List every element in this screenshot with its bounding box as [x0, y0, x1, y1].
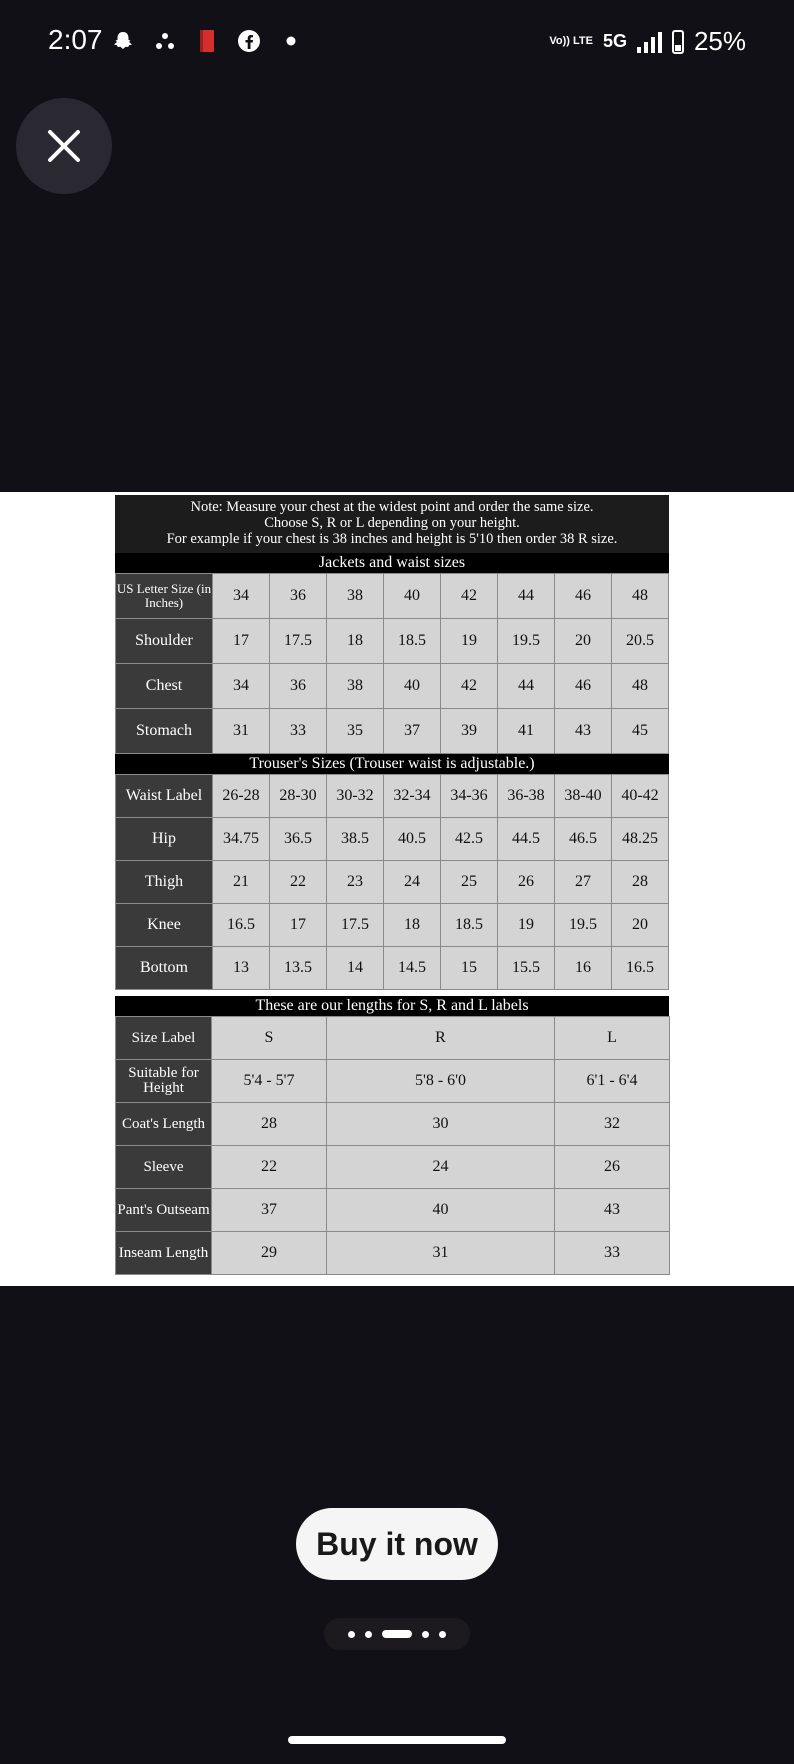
table-cell: 38.5: [327, 818, 384, 861]
table-cell: 46.5: [555, 818, 612, 861]
row-label: Coat's Length: [116, 1103, 212, 1146]
table-cell: 36: [270, 664, 327, 709]
table-cell: 44: [498, 574, 555, 619]
facebook-icon: [236, 28, 262, 54]
row-label: Stomach: [116, 709, 213, 754]
table-cell: 41: [498, 709, 555, 754]
table-cell: 42.5: [441, 818, 498, 861]
row-label: Pant's Outseam: [116, 1189, 212, 1232]
carousel-dot[interactable]: [422, 1631, 429, 1638]
status-time: 2:07: [48, 24, 103, 55]
table-cell: 13.5: [270, 947, 327, 990]
table-cell: 17.5: [327, 904, 384, 947]
jackets-table: [115, 573, 669, 754]
table-cell: 43: [555, 1189, 670, 1232]
table-cell: 31: [327, 1232, 555, 1275]
table-row: [116, 775, 669, 818]
table-row: [116, 1060, 670, 1103]
table-cell: 26: [498, 861, 555, 904]
table-cell: 48: [612, 664, 669, 709]
table-cell: 18: [384, 904, 441, 947]
note-line-1: Note: Measure your chest at the widest point and order the same size.: [190, 499, 594, 515]
table-cell: 24: [327, 1146, 555, 1189]
table-cell: 44.5: [498, 818, 555, 861]
table-cell: 27: [555, 861, 612, 904]
table-cell: 42: [441, 574, 498, 619]
table-cell: 46: [555, 574, 612, 619]
table-cell: 38: [327, 664, 384, 709]
carousel-dot[interactable]: [439, 1631, 446, 1638]
table-cell: 17: [213, 619, 270, 664]
table-cell: 38: [327, 574, 384, 619]
table-cell: 40.5: [384, 818, 441, 861]
table-cell: 18.5: [384, 619, 441, 664]
row-label: Bottom: [116, 947, 213, 990]
table-cell: 33: [555, 1232, 670, 1275]
row-label: Suitable for Height: [116, 1060, 212, 1103]
table-cell: R: [327, 1017, 555, 1060]
lengths-table: [115, 1016, 670, 1275]
table-cell: 42: [441, 664, 498, 709]
table-row: [116, 574, 669, 619]
table-cell: 46: [555, 664, 612, 709]
row-label: Size Label: [116, 1017, 212, 1060]
table-cell: 40-42: [612, 775, 669, 818]
table-cell: 34-36: [441, 775, 498, 818]
carousel-dot-active[interactable]: [382, 1630, 412, 1638]
home-gesture-bar[interactable]: [288, 1736, 506, 1744]
table-cell: 34: [213, 664, 270, 709]
table-cell: 29: [212, 1232, 327, 1275]
table-cell: 34: [213, 574, 270, 619]
app-triangle-icon: [152, 28, 178, 54]
table-cell: 19: [498, 904, 555, 947]
table-cell: 48: [612, 574, 669, 619]
status-bar: [0, 0, 794, 86]
table-row: [116, 1189, 670, 1232]
trousers-section-title: Trouser's Sizes (Trouser waist is adjustable.): [115, 754, 669, 774]
table-cell: 36-38: [498, 775, 555, 818]
table-cell: 33: [270, 709, 327, 754]
row-label: Thigh: [116, 861, 213, 904]
note-line-3: For example if your chest is 38 inches and height is 5'10 then order 38 R size.: [166, 531, 618, 547]
table-cell: 15.5: [498, 947, 555, 990]
table-cell: 37: [384, 709, 441, 754]
more-notifications-dot-icon: [278, 28, 304, 54]
table-row: [116, 1146, 670, 1189]
buy-it-now-button[interactable]: Buy it now: [296, 1508, 498, 1580]
table-cell: 40: [384, 664, 441, 709]
lengths-section-title: These are our lengths for S, R and L labels: [115, 996, 669, 1016]
table-cell: 40: [384, 574, 441, 619]
table-cell: 13: [213, 947, 270, 990]
table-cell: 19.5: [498, 619, 555, 664]
row-label: Shoulder: [116, 619, 213, 664]
carousel-dot[interactable]: [348, 1631, 355, 1638]
table-cell: 14.5: [384, 947, 441, 990]
table-cell: 40: [327, 1189, 555, 1232]
table-cell: 16.5: [612, 947, 669, 990]
table-cell: 21: [213, 861, 270, 904]
table-cell: 6'1 - 6'4: [555, 1060, 670, 1103]
table-cell: 23: [327, 861, 384, 904]
jacket-size-header: US Letter Size (in Inches): [116, 574, 213, 619]
trousers-table: [115, 774, 669, 990]
table-cell: 24: [384, 861, 441, 904]
table-cell: 34.75: [213, 818, 270, 861]
table-cell: 26-28: [213, 775, 270, 818]
table-cell: 22: [270, 861, 327, 904]
table-row: [116, 818, 669, 861]
snapchat-icon: [110, 28, 136, 54]
row-label: Chest: [116, 664, 213, 709]
table-row: [116, 664, 669, 709]
table-cell: S: [212, 1017, 327, 1060]
note-line-2: Choose S, R or L depending on your height.: [264, 515, 520, 531]
table-row: [116, 947, 669, 990]
table-cell: 38-40: [555, 775, 612, 818]
table-cell: 20.5: [612, 619, 669, 664]
table-cell: 30-32: [327, 775, 384, 818]
table-cell: 20: [555, 619, 612, 664]
notification-icons: [110, 28, 304, 54]
carousel-indicator[interactable]: [324, 1618, 470, 1650]
table-cell: 45: [612, 709, 669, 754]
volte-indicator: Vo)) LTE: [549, 35, 593, 47]
battery-percent: 25%: [693, 26, 746, 56]
table-cell: 22: [212, 1146, 327, 1189]
table-row: [116, 1232, 670, 1275]
table-cell: 32: [555, 1103, 670, 1146]
signal-strength-icon: [637, 31, 662, 53]
table-row: [116, 1017, 670, 1060]
table-cell: 16.5: [213, 904, 270, 947]
row-label: Hip: [116, 818, 213, 861]
table-cell: 28-30: [270, 775, 327, 818]
table-row: [116, 709, 669, 754]
table-cell: 36.5: [270, 818, 327, 861]
table-row: [116, 904, 669, 947]
table-cell: 25: [441, 861, 498, 904]
table-cell: 14: [327, 947, 384, 990]
size-chart: [115, 495, 669, 1267]
table-cell: 16: [555, 947, 612, 990]
table-cell: 48.25: [612, 818, 669, 861]
battery-icon: [672, 30, 684, 54]
table-cell: 15: [441, 947, 498, 990]
close-icon: [46, 128, 82, 164]
carousel-dot[interactable]: [365, 1631, 372, 1638]
table-cell: 28: [212, 1103, 327, 1146]
table-cell: 36: [270, 574, 327, 619]
jackets-section-title: Jackets and waist sizes: [115, 553, 669, 573]
row-label: Knee: [116, 904, 213, 947]
table-row: [116, 861, 669, 904]
table-cell: 28: [612, 861, 669, 904]
table-cell: 30: [327, 1103, 555, 1146]
table-cell: 20: [612, 904, 669, 947]
table-cell: 17.5: [270, 619, 327, 664]
table-cell: 32-34: [384, 775, 441, 818]
table-cell: 17: [270, 904, 327, 947]
table-cell: 43: [555, 709, 612, 754]
product-image: [0, 492, 794, 1286]
table-cell: 44: [498, 664, 555, 709]
table-cell: 39: [441, 709, 498, 754]
table-cell: 5'8 - 6'0: [327, 1060, 555, 1103]
table-cell: 19.5: [555, 904, 612, 947]
table-row: [116, 619, 669, 664]
table-row: [116, 1103, 670, 1146]
table-cell: 5'4 - 5'7: [212, 1060, 327, 1103]
table-cell: 31: [213, 709, 270, 754]
table-cell: 35: [327, 709, 384, 754]
row-label: Inseam Length: [116, 1232, 212, 1275]
book-icon: [194, 28, 220, 54]
close-button[interactable]: [16, 98, 112, 194]
table-cell: 18: [327, 619, 384, 664]
network-5g-indicator: 5G: [602, 31, 627, 51]
row-label: Waist Label: [116, 775, 213, 818]
table-cell: 18.5: [441, 904, 498, 947]
table-cell: 37: [212, 1189, 327, 1232]
table-cell: 26: [555, 1146, 670, 1189]
table-cell: 19: [441, 619, 498, 664]
row-label: Sleeve: [116, 1146, 212, 1189]
size-chart-note: [115, 495, 669, 553]
table-cell: L: [555, 1017, 670, 1060]
